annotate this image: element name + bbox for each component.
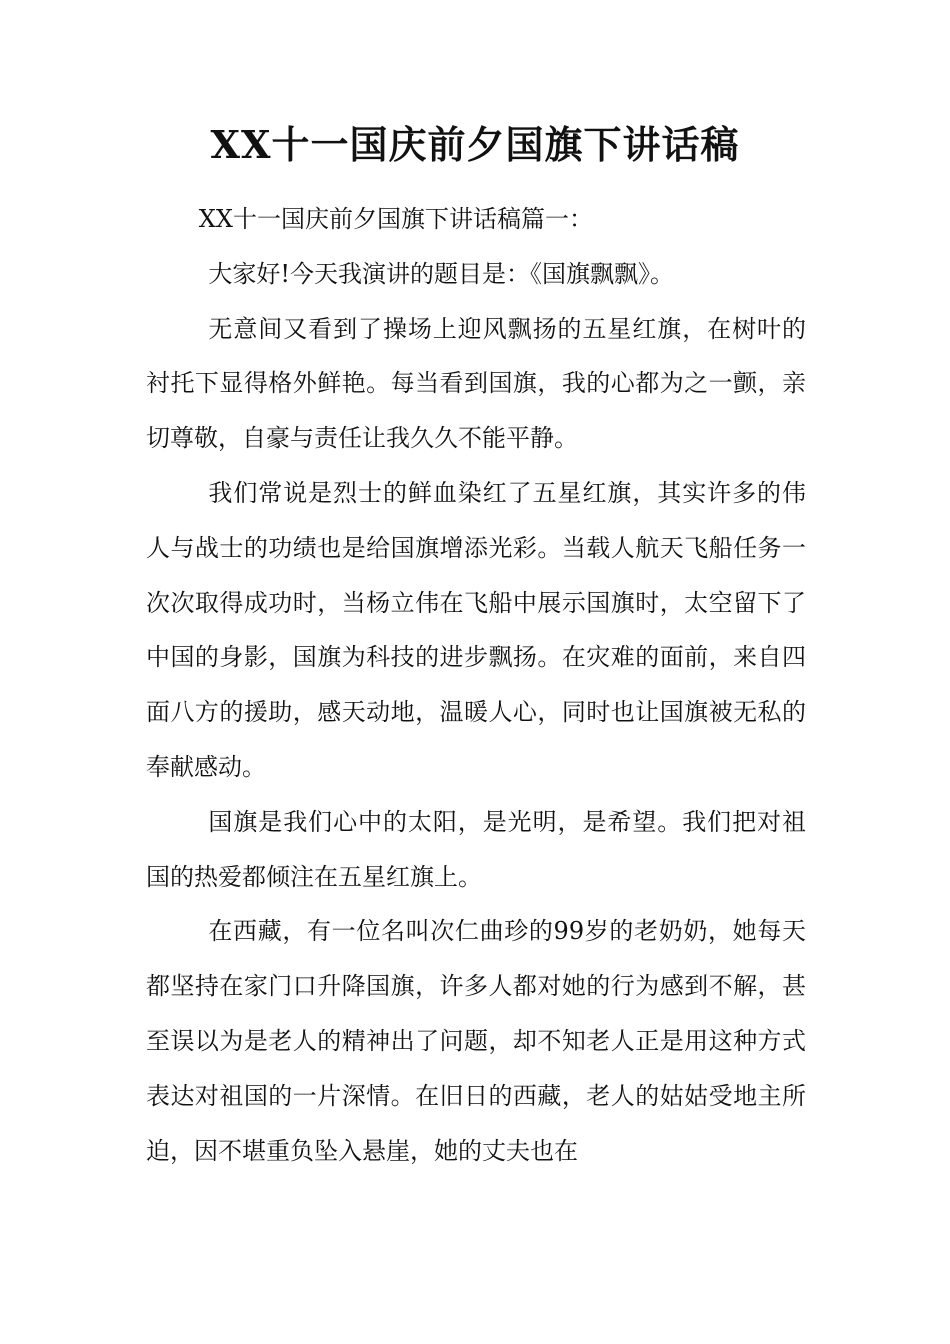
document-body xyxy=(146,192,806,1178)
paragraph: 大家好!今天我演讲的题目是：《国旗飘飘》。 xyxy=(208,259,675,288)
paragraph: 国旗是我们心中的太阳，是光明，是希望。我们把对祖国的热爱都倾注在五星红旗上。 xyxy=(146,807,806,891)
document-title: XX十一国庆前夕国旗下讲话稿 xyxy=(210,122,740,167)
section-heading: XX十一国庆前夕国旗下讲话稿篇一： xyxy=(198,205,593,233)
paragraph: 我们常说是烈士的鲜血染红了五星红旗，其实许多的伟人与战士的功绩也是给国旗增添光彩。当载人航天飞船任务一次次取得成功时，当杨立伟在飞船中展示国旗时，太空留下了中国的身影，国旗为科技的进步飘扬。在灾难的面前，来自四面八方的援助，感天动地，温暖人心，同时也让国旗被无私的奉献感动。 xyxy=(146,478,806,781)
paragraph: 无意间又看到了操场上迎风飘扬的五星红旗，在树叶的衬托下显得格外鲜艳。每当看到国旗，我的心都为之一颤，亲切尊敬，自豪与责任让我久久不能平静。 xyxy=(146,314,806,453)
paragraph: 在西藏，有一位名叫次仁曲珍的99岁的老奶奶，她每天都坚持在家门口升降国旗，许多人都对她的行为感到不解，甚至误以为是老人的精神出了问题，却不知老人正是用这种方式表达对祖国的一片深情。在旧日的西藏，老人的姑姑受地主所迫，因不堪重负坠入悬崖，她的丈夫也在 xyxy=(146,917,806,1165)
